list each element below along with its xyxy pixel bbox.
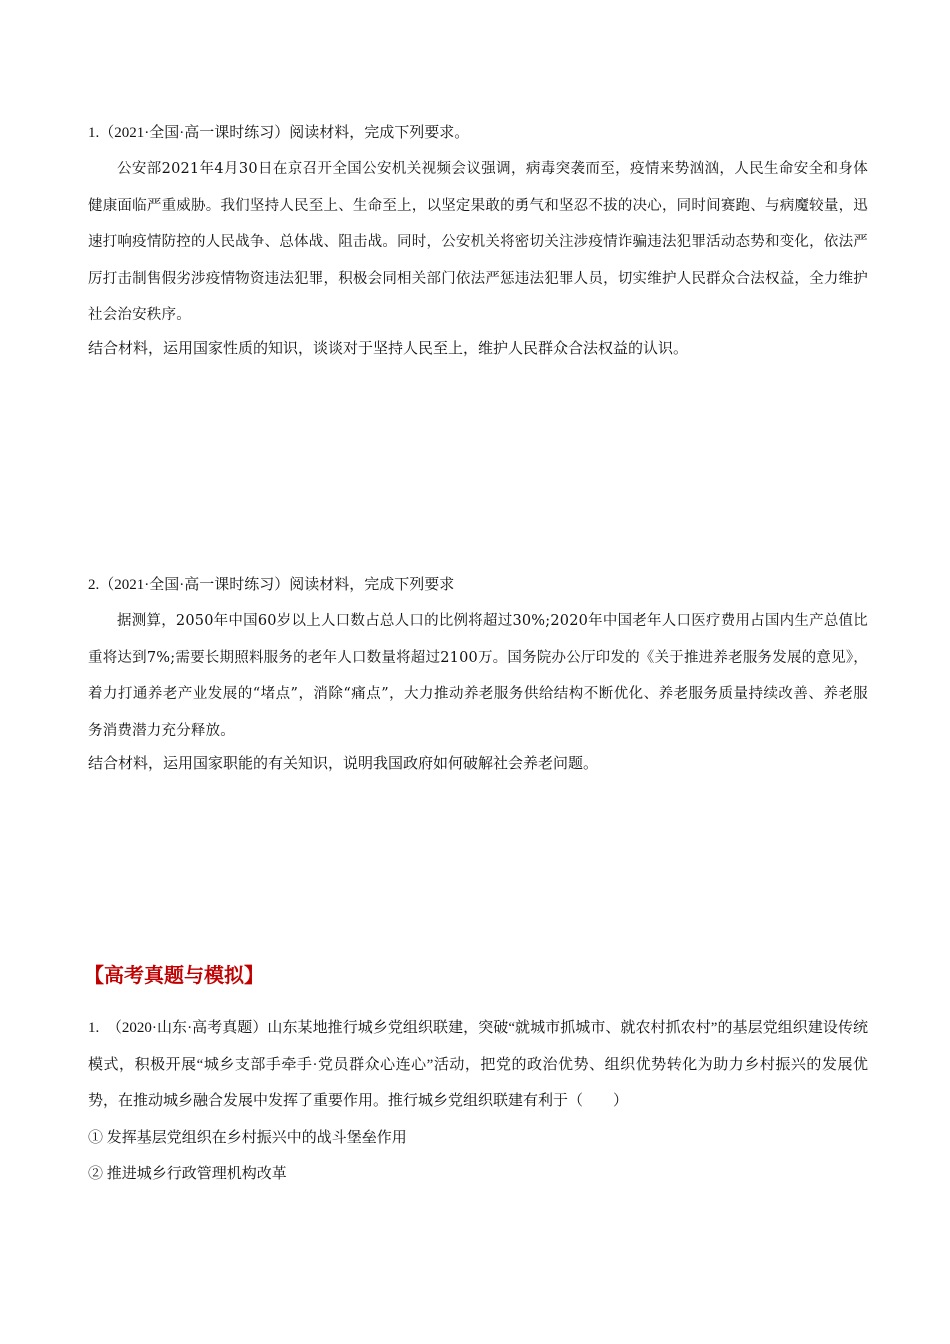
- question-task: 结合材料，运用国家性质的知识，谈谈对于坚持人民至上，维护人民群众合法权益的认识。: [88, 340, 689, 357]
- multiple-choice-stem: 1. （2020·山东·高考真题）山东某地推行城乡党组织联建，突破“就城市抓城市、就农村抓农村”的基层党组织建设传统模式，积极开展“城乡支部手牵手·党员群众心连心”活动，把党的政治优势、组织优势转化为助力乡村振兴的发展优势，在推动城乡融合发展中发挥了重要作用。推行城乡党组织联建有利于（ ）: [88, 1020, 868, 1109]
- question-2: [88, 574, 868, 777]
- reading-material: 据测算，2050年中国60岁以上人口数占总人口的比例将超过30%;2020年中国老年人口医疗费用占国内生产总值比重将达到7%;需要长期照料服务的老年人口数量将超过2100万。国务院办公厅印发的《关于推进养老服务发展的意见》，着力打通养老产业发展的“堵点”，消除“痛点”，大力推动养老服务供给结构不断优化、养老服务质量持续改善、养老服务消费潜力充分释放。: [88, 613, 868, 739]
- question-task: 结合材料，运用国家职能的有关知识，说明我国政府如何破解社会养老问题。: [88, 756, 599, 772]
- reading-material: 公安部2021年4月30日在京召开全国公安机关视频会议强调，病毒突袭而至，疫情来势汹汹，人民生命安全和身体健康面临严重威胁。我们坚持人民至上、生命至上，以坚定果敢的勇气和坚忍不拔的决心，同时间赛跑、与病魔较量，迅速打响疫情防控的人民战争、总体战、阻击战。同时，公安机关将密切关注涉疫情诈骗违法犯罪活动态势和变化，依法严厉打击制售假劣涉疫情物资违法犯罪，积极会同相关部门依法严惩违法犯罪人员，切实维护人民群众合法权益，全力维护社会治安秩序。: [88, 161, 868, 323]
- question-stem: 1.（2021·全国·高一课时练习）阅读材料，完成下列要求。: [88, 125, 470, 141]
- choice-option: ① 发挥基层党组织在乡村振兴中的战斗堡垒作用: [88, 1129, 407, 1146]
- question-stem: 2.（2021·全国·高一课时练习）阅读材料，完成下列要求: [88, 577, 455, 593]
- choice-option: ② 推进城乡行政管理机构改革: [88, 1165, 287, 1182]
- exam-section: [84, 958, 868, 1192]
- question-1: [88, 122, 868, 362]
- section-title: 【高考真题与模拟】: [84, 963, 264, 987]
